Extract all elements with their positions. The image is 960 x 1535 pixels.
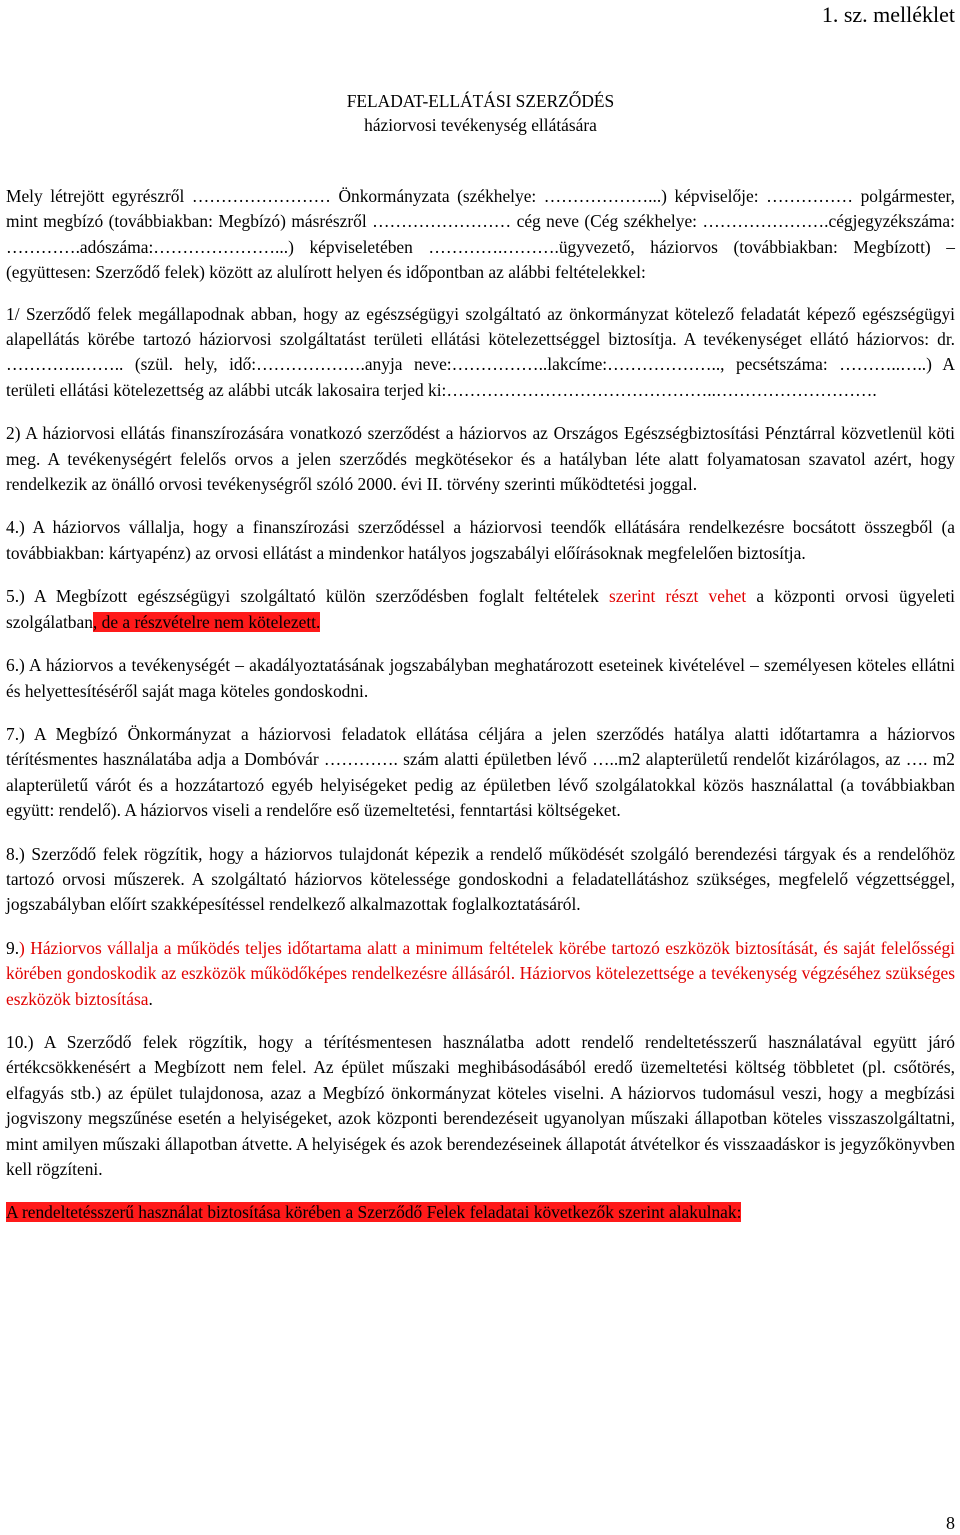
clause-5-red-text: szerint részt vehet	[609, 586, 747, 607]
clause-6: 6.) A háziorvos a tevékenységét – akadályoztatásának jogszabályban meghatározott eseteinek kivételével – személyesen köteles ellátni és helyettesítéséről saját maga köteles gondoskodni.	[6, 655, 955, 701]
document-title	[6, 89, 955, 137]
clause-5-highlight: , de a részvételre nem kötelezett.	[92, 611, 321, 632]
clause-5	[6, 584, 955, 635]
clause-9-red-text: ) Háziorvos vállalja a működés teljes időtartama alatt a minimum feltételek körébe tartozó eszközök biztosítását, és saját felelősségi körében gondoskodik az eszközök működőképes rendelkezésre állásáról. Háziorvos kötelezettsége a tevékenység végzéséhez szükséges eszközök biztosítása	[6, 937, 955, 1009]
clause-8: 8.) Szerződő felek rögzítik, hogy a háziorvos tulajdonát képezik a rendelő működését szolgáló berendezési tárgyak és a rendelőhöz tartozó orvosi műszerek. A szolgáltató háziorvos kötelessége gondoskodni a feladatellátáshoz szükséges, megfelelő végzettséggel, jogszabályban előírt szakképesítéssel rendelkező alkalmazottak foglalkoztatásáról.	[6, 843, 955, 915]
clause-9-number: 9.	[6, 937, 20, 958]
clause-2: 2) A háziorvosi ellátás finanszírozására vonatkozó szerződést a háziorvos az Országos Egészségbiztosítási Pénztárral közvetlenül köti meg. A tevékenységért felelős orvos a jelen szerződés megkötésekor és a hatályban léte alatt folyamatosan szavatol azért, hogy rendelkezik az önálló orvosi tevékenységről szóló 2000. évi II. törvény szerinti működtetési joggal.	[6, 423, 955, 495]
clause-9	[6, 936, 955, 1012]
document-page	[6, 0, 955, 1535]
final-highlight-text: A rendeltetésszerű használat biztosítása körében a Szerződő Felek feladatai következők szerint alakulnak:	[6, 1202, 742, 1223]
annex-label: 1. sz. melléklet	[821, 2, 955, 27]
clause-9-end: .	[148, 988, 153, 1009]
clause-4: 4.) A háziorvos vállalja, hogy a finanszírozási szerződéssel a háziorvosi teendők ellátására rendelkezésre bocsátott összegből (a továbbiakban: kártyapénz) az orvosi ellátást a mindenkor hatályos jogszabályi előírásoknak megfelelően biztosítja.	[6, 517, 955, 563]
title-line-1: FELADAT-ELLÁTÁSI SZERZŐDÉS	[346, 91, 615, 111]
clause-5-text-cont: a központi orvosi ügyeleti szolgálatban	[6, 586, 955, 632]
title-line-2: háziorvosi tevékenység ellátására	[364, 115, 597, 135]
clause-10: 10.) A Szerződő felek rögzítik, hogy a térítésmentesen használatba adott rendelő rendeltetésszerű használatával együtt járó értékcsökkenésért a Megbízott nem felel. Az épület műszaki meghibásodásából eredő üzemeltetési költség többletet (pl. csőtörés, elfagyás stb.) az épület tulajdonosa, azaz a Megbízó önkormányzat köteles viselni. A háziorvos tudomásul veszi, hogy a megbízási jogviszony megszűnése esetén a helyiségeket, azok központi berendezéseit ugyanolyan műszaki állapotban köteles visszaszolgáltatni, mint amilyen műszaki állapotban átvette. A helyiségek és azok berendezéseinek állapotát átvételkor és visszaadáskor is jegyzőkönyvben kell rögzíteni.	[6, 1031, 955, 1179]
page-number: 8	[946, 1513, 955, 1533]
parties-paragraph: Mely létrejött egyrészről …………………… Önkormányzata (székhelye: ………………...) képviselője: …………… polgármester, mint megbízó (továbbiakban: Megbízó) másrészről …………………… cég neve (Cég székhelye: ………………….cégjegyzékszáma: ………….adószáma:…………………...) képviseletében ………….……….ügyvezető, háziorvos (továbbiakban: Megbízott) – (együttesen: Szerződő felek) között az alulírott helyen és időpontban az alábbi feltételekkel:	[6, 186, 955, 283]
clause-1: 1/ Szerződő felek megállapodnak abban, hogy az egészségügyi szolgáltató az önkormányzat kötelező feladatát képező egészségügyi alapellátás körébe tartozó háziorvosi szolgáltatást területi ellátási kötelezettséggel biztosítja. A tevékenységet ellátó háziorvos: dr. ………….…….. (szül. hely, idő:……………….anyja neve:……………..lakcíme:……………….., pecsétszáma: ………..…..) A területi ellátási kötelezettség az alábbi utcák lakosaira terjed ki:………………………………………..……………………….	[6, 303, 955, 400]
contract-body	[6, 184, 955, 1244]
clause-7: 7.) A Megbízó Önkormányzat a háziorvosi feladatok ellátása céljára a jelen szerződés hatálya alatti időtartamra a háziorvos térítésmentes használatába adja a Dombóvár …………. szám alatti épületben lévő …..m2 alapterületű rendelőt kizárólagos, az …. m2 alapterületű várót és a hozzátartozó egyéb helyiségeket pedig az épületben lévő szolgálatokkal közös használattal (a továbbiakban együtt: rendelő). A háziorvos viseli a rendelőre eső üzemeltetési, fenntartási költségeket.	[6, 723, 955, 821]
clause-5-text: 5.) A Megbízott egészségügyi szolgáltató külön szerződésben foglalt feltételek	[6, 586, 610, 607]
final-highlight-paragraph	[6, 1200, 955, 1225]
